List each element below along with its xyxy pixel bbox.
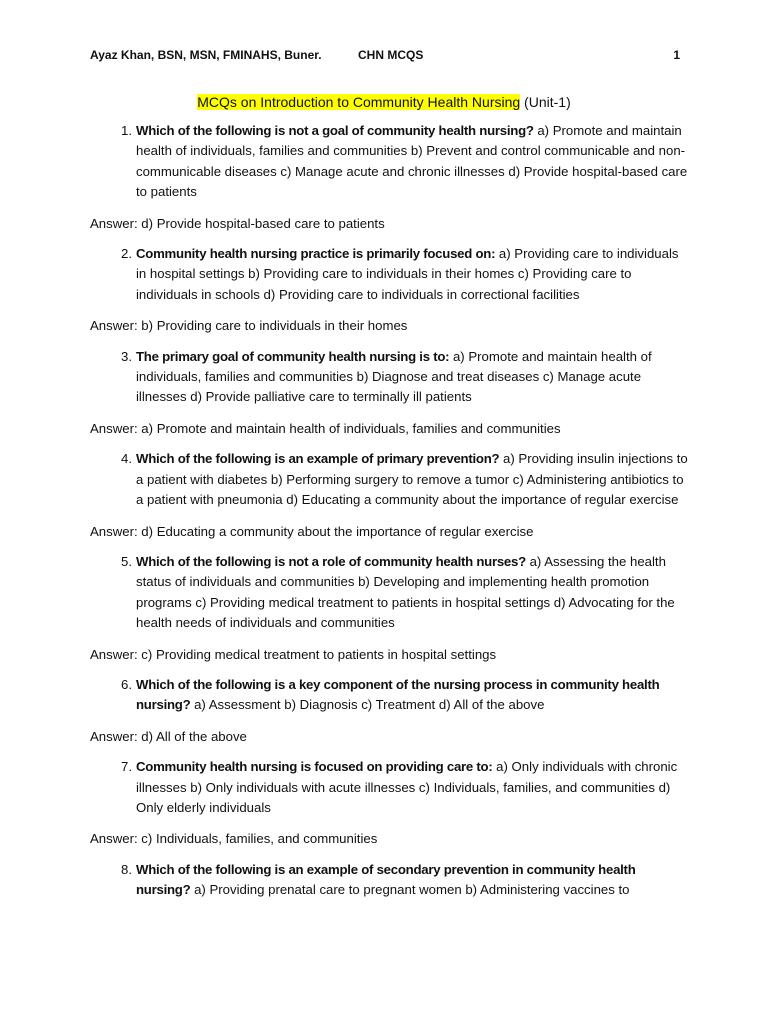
question-text: Which of the following is not a goal of community health nursing? xyxy=(136,123,534,138)
question-number: 6. xyxy=(121,676,132,692)
question-item xyxy=(90,675,690,716)
question-number: 1. xyxy=(121,123,132,138)
question-options: a) Providing care to individuals in hospital settings b) Providing care to individuals in their homes c) Providing care to individuals in schools d) Providing care to individuals in correctional facilities xyxy=(136,246,679,302)
question-item xyxy=(90,552,690,634)
mcq-list xyxy=(90,121,690,912)
question-item xyxy=(90,121,690,203)
question-number: 8. xyxy=(121,861,132,877)
answer-line: Answer: c) Individuals, families, and communities xyxy=(90,831,378,847)
question-item xyxy=(90,449,690,510)
question-number: 7. xyxy=(121,759,132,775)
answer-line: Answer: d) All of the above xyxy=(90,728,247,744)
question-options: a) Providing insulin injections to a patient with diabetes b) Performing surgery to remove a tumor c) Administering antibiotics to a patient with pneumonia d) Educating a community about the importance of regular exercise xyxy=(136,451,688,508)
question-text: The primary goal of community health nursing is to: xyxy=(136,348,450,364)
page-header xyxy=(90,48,680,64)
question-number: 4. xyxy=(121,451,132,467)
question-options: a) Promote and maintain health of individuals, families and communities b) Prevent and control communicable and non-communicable diseases c) Manage acute and chronic illnesses d) Provide hospital-based care to patients xyxy=(136,123,688,200)
question-options: a) Providing prenatal care to pregnant women b) Administering vaccines to xyxy=(190,882,630,898)
question-number: 3. xyxy=(121,348,132,364)
question-text: Which of the following is an example of primary prevention? xyxy=(136,451,500,467)
question-text: Which of the following is not a role of community health nurses? xyxy=(136,553,526,569)
question-number: 2. xyxy=(121,246,132,262)
answer-line: Answer: a) Promote and maintain health of individuals, families and communities xyxy=(90,420,561,436)
answer-line: Answer: d) Provide hospital-based care to patients xyxy=(90,215,385,231)
title-highlighted: MCQs on Introduction to Community Health Nursing xyxy=(197,94,521,110)
question-number: 5. xyxy=(121,553,132,569)
question-text: Which of the following is an example of secondary prevention in community health nursing? xyxy=(136,861,636,898)
question-text: Community health nursing practice is primarily focused on: xyxy=(136,246,496,262)
question-item xyxy=(90,244,690,305)
answer-line: Answer: d) Educating a community about the importance of regular exercise xyxy=(90,523,534,539)
page-title xyxy=(0,94,768,110)
question-item xyxy=(90,757,690,818)
question-options: a) Promote and maintain health of individuals, families and communities b) Diagnose and treat diseases c) Manage acute illnesses d) Provide palliative care to terminally ill patients xyxy=(136,348,652,405)
header-doc-code: CHN MCQS xyxy=(358,48,424,62)
answer-line: Answer: c) Providing medical treatment to patients in hospital settings xyxy=(90,646,497,662)
question-text: Community health nursing is focused on providing care to: xyxy=(136,759,493,775)
question-item xyxy=(90,347,690,408)
question-item xyxy=(90,860,690,901)
question-options: a) Assessing the health status of individuals and communities b) Developing and implementing health promotion programs c) Providing medical treatment to patients in hospital settings d) Advocating for the health needs of individuals and communities xyxy=(136,553,675,631)
question-options: a) Assessment b) Diagnosis c) Treatment d) All of the above xyxy=(190,697,545,713)
header-author: Ayaz Khan, BSN, MSN, FMINAHS, Buner. xyxy=(90,48,322,62)
title-suffix: (Unit-1) xyxy=(520,94,571,110)
page-number: 1 xyxy=(673,48,680,62)
question-text: Which of the following is a key component of the nursing process in community health nursing? xyxy=(136,676,660,713)
answer-line: Answer: b) Providing care to individuals in their homes xyxy=(90,318,408,334)
question-options: a) Only individuals with chronic illnesses b) Only individuals with acute illnesses c) Individuals, families, and communities d) Only elderly individuals xyxy=(136,759,678,815)
